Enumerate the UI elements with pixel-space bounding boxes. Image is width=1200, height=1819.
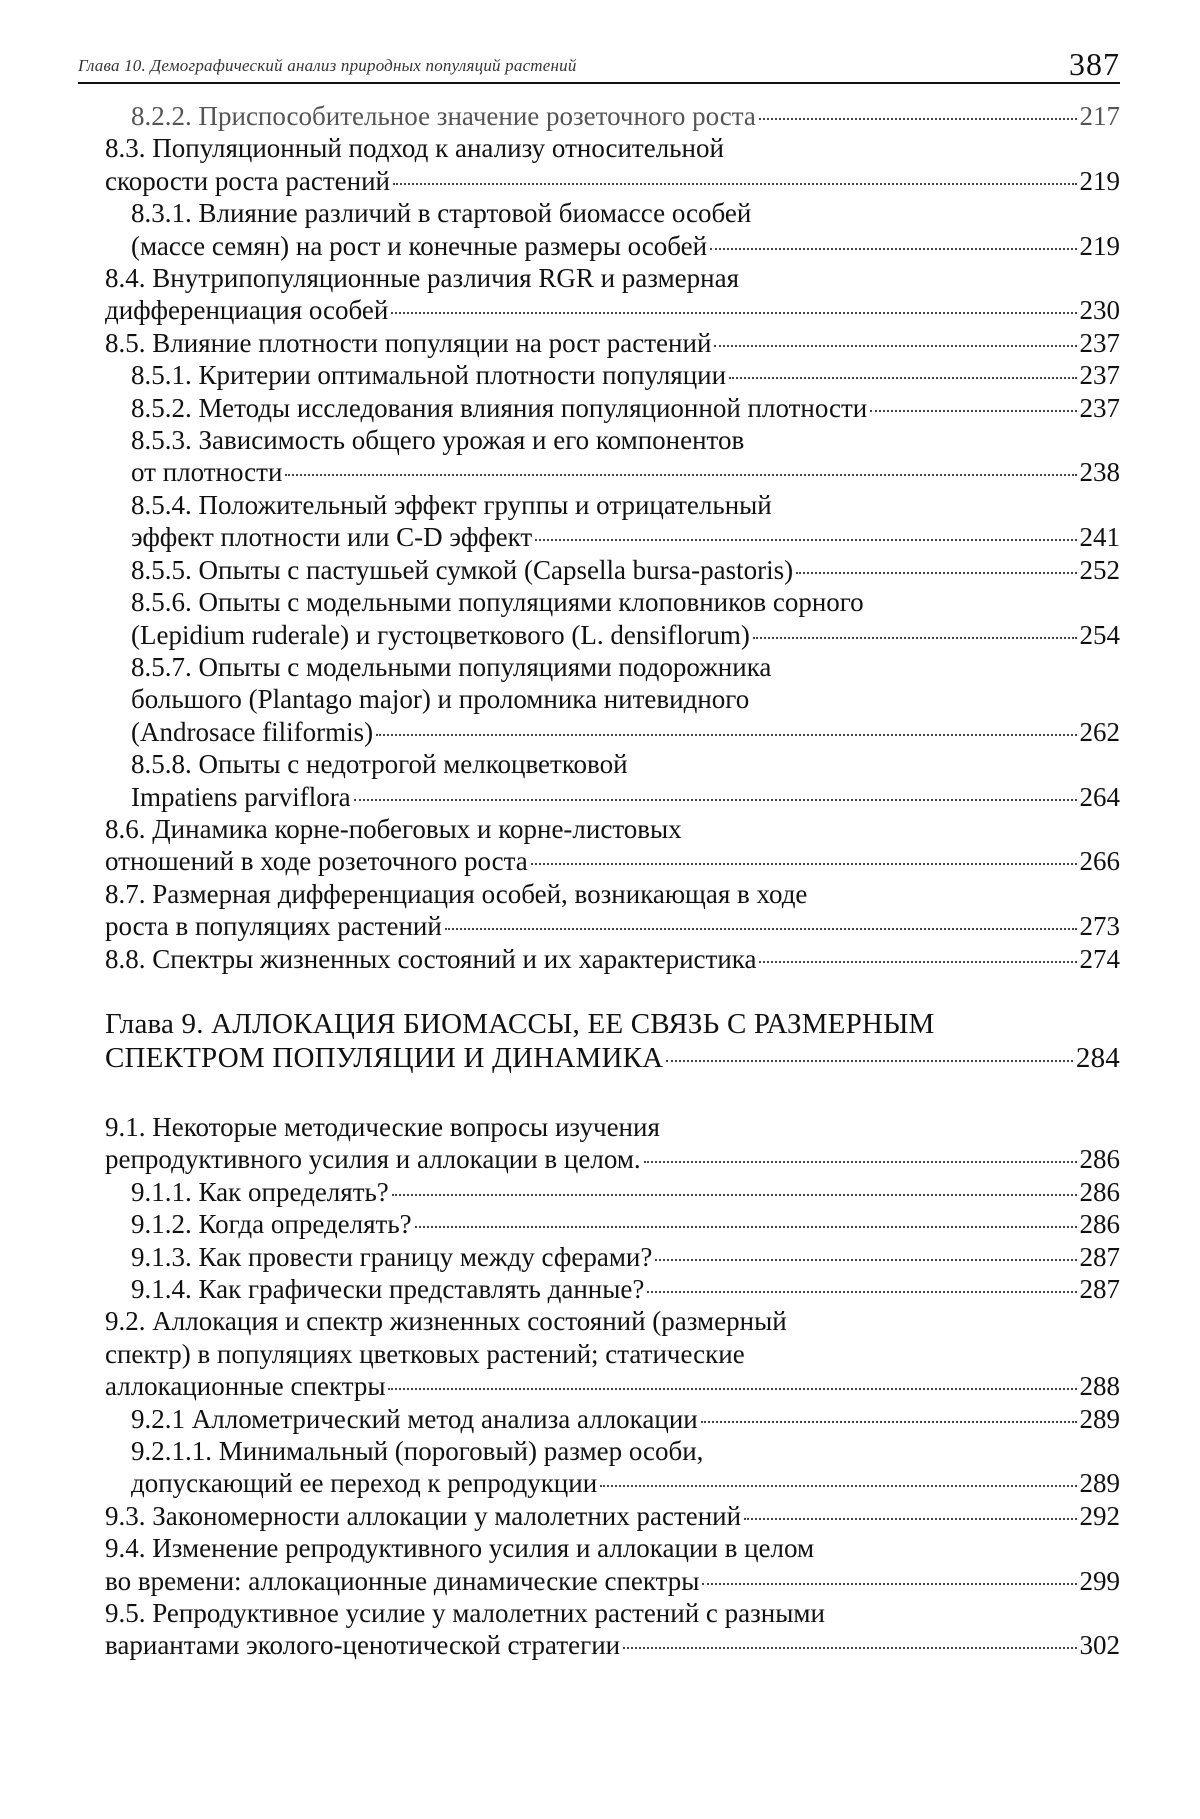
dot-leader bbox=[702, 1583, 1076, 1585]
dot-leader bbox=[285, 474, 1076, 476]
dot-leader bbox=[753, 637, 1077, 639]
toc-entry-line: 9.2.1.1. Минимальный (пороговый) размер особи, bbox=[131, 1436, 704, 1467]
toc-entry-title: 8.2.2. Приспособительное значение розеточного роста bbox=[131, 101, 756, 131]
toc-entry-title: СПЕКТРОМ ПОПУЛЯЦИИ И ДИНАМИКА bbox=[105, 1041, 664, 1074]
toc-entry-line: 8.3. Популяционный подход к анализу относительной bbox=[105, 133, 724, 164]
dot-leader bbox=[393, 183, 1076, 185]
dot-leader bbox=[759, 118, 1077, 120]
toc-entry-line bbox=[131, 1467, 1120, 1499]
dot-leader bbox=[729, 377, 1076, 379]
toc-page-number: 230 bbox=[1079, 295, 1120, 326]
toc-entry bbox=[105, 878, 1120, 943]
toc-page-number: 292 bbox=[1079, 1500, 1120, 1531]
toc-entry-title: роста в популяциях растений bbox=[105, 911, 442, 942]
toc-entry-line: 8.5.3. Зависимость общего урожая и его компонентов bbox=[131, 425, 745, 456]
toc-entry-title: дифференциация особей bbox=[105, 295, 389, 326]
toc-entry bbox=[105, 748, 1120, 813]
dot-leader bbox=[744, 1518, 1076, 1520]
toc-entry-line bbox=[105, 165, 1120, 197]
dot-leader bbox=[415, 1226, 1077, 1228]
toc-entry bbox=[105, 813, 1120, 878]
toc-entry-line: 9.2. Аллокация и спектр жизненных состояний (размерный bbox=[105, 1306, 787, 1337]
toc-entry-line bbox=[131, 554, 1120, 586]
toc-entry-title: 9.1.1. Как определять? bbox=[131, 1176, 389, 1207]
toc-entry-title: от плотности bbox=[131, 457, 283, 488]
running-head bbox=[78, 46, 1120, 84]
toc-entry-line: спектр) в популяциях цветковых растений; статические bbox=[105, 1338, 745, 1369]
toc-page-number: 287 bbox=[1079, 1274, 1120, 1304]
toc-entry-line: 8.5.8. Опыты с недотрогой мелкоцветковой bbox=[131, 749, 628, 780]
toc-entry bbox=[105, 1241, 1120, 1273]
toc-entry bbox=[105, 943, 1120, 975]
toc-entry-line bbox=[105, 294, 1120, 326]
toc-page-number: 286 bbox=[1079, 1176, 1120, 1207]
toc-entry bbox=[105, 489, 1120, 554]
toc-page-number: 264 bbox=[1079, 781, 1120, 812]
toc-page-number: 254 bbox=[1079, 619, 1120, 650]
dot-leader bbox=[531, 863, 1077, 865]
toc-entry-title: 9.3. Закономерности аллокации у малолетних растений bbox=[105, 1500, 742, 1531]
toc-entry-line: 8.4. Внутрипопуляционные различия RGR и размерная bbox=[105, 263, 739, 294]
toc-entry bbox=[105, 392, 1120, 424]
dot-leader bbox=[714, 345, 1076, 347]
dot-leader bbox=[388, 1388, 1076, 1390]
toc-entry-line bbox=[131, 1208, 1120, 1240]
toc-entry bbox=[105, 100, 1120, 132]
table-of-contents bbox=[105, 100, 1120, 1662]
toc-entry-line: 9.4. Изменение репродуктивного усилия и аллокации в целом bbox=[105, 1533, 815, 1564]
toc-entry-line bbox=[105, 327, 1120, 359]
toc-entry bbox=[105, 327, 1120, 359]
toc-entry bbox=[105, 1273, 1120, 1305]
toc-entry-line bbox=[105, 1629, 1120, 1661]
toc-page-number: 289 bbox=[1079, 1468, 1120, 1499]
toc-entry-line bbox=[131, 781, 1120, 813]
dot-leader bbox=[710, 248, 1076, 250]
toc-entry bbox=[105, 132, 1120, 197]
toc-chapter-heading bbox=[105, 1007, 1120, 1075]
toc-entry-line bbox=[131, 1273, 1120, 1305]
toc-entry-title: (Androsace filiformis) bbox=[131, 716, 374, 747]
toc-entry bbox=[105, 1532, 1120, 1597]
toc-page-number: 288 bbox=[1079, 1371, 1120, 1402]
toc-entry-line bbox=[105, 1565, 1120, 1597]
dot-leader bbox=[392, 1194, 1077, 1196]
toc-entry bbox=[105, 1500, 1120, 1532]
dot-leader bbox=[796, 572, 1076, 574]
toc-entry bbox=[105, 1403, 1120, 1435]
toc-page-number: 219 bbox=[1079, 165, 1120, 196]
toc-entry-title: вариантами эколого-ценотической стратегии bbox=[105, 1630, 621, 1661]
toc-entry-title: эффект плотности или C-D эффект bbox=[131, 522, 533, 553]
toc-entry-line bbox=[131, 1176, 1120, 1208]
toc-entry bbox=[105, 586, 1120, 651]
toc-entry-line bbox=[131, 1241, 1120, 1273]
dot-leader bbox=[644, 1161, 1077, 1163]
toc-entry-title: допускающий ее переход к репродукции bbox=[131, 1468, 598, 1499]
toc-page-number: 284 bbox=[1075, 1041, 1120, 1074]
toc-entry-line bbox=[105, 943, 1120, 975]
toc-entry-line bbox=[131, 392, 1120, 424]
toc-entry-line bbox=[105, 1143, 1120, 1175]
toc-page-number: 299 bbox=[1079, 1565, 1120, 1596]
toc-page-number: 217 bbox=[1079, 101, 1120, 131]
toc-entry-line bbox=[131, 716, 1120, 748]
toc-entry-line bbox=[131, 359, 1120, 391]
page-number: 387 bbox=[1069, 46, 1120, 82]
toc-page-number: 273 bbox=[1079, 911, 1120, 942]
toc-entry-title: аллокационные спектры bbox=[105, 1371, 386, 1402]
dot-leader bbox=[535, 539, 1076, 541]
toc-entry bbox=[105, 197, 1120, 262]
toc-entry-title: 9.1.4. Как графически представлять данные? bbox=[131, 1274, 645, 1304]
dot-leader bbox=[391, 312, 1076, 314]
toc-page-number: 262 bbox=[1079, 716, 1120, 747]
toc-entry-line: 9.5. Репродуктивное усилие у малолетних растений с разными bbox=[105, 1598, 825, 1629]
toc-entry-title: 8.5.2. Методы исследования влияния популяционной плотности bbox=[131, 392, 868, 423]
toc-page-number: 219 bbox=[1079, 230, 1120, 261]
toc-entry-line bbox=[105, 910, 1120, 942]
toc-entry bbox=[105, 1208, 1120, 1240]
toc-entry-line bbox=[131, 619, 1120, 651]
toc-page-number: 266 bbox=[1079, 846, 1120, 877]
dot-leader bbox=[701, 1421, 1077, 1423]
toc-entry bbox=[105, 554, 1120, 586]
toc-entry-line: 8.6. Динамика корне-побеговых и корне-листовых bbox=[105, 813, 682, 844]
toc-entry-title: 8.5.1. Критерии оптимальной плотности популяции bbox=[131, 360, 727, 391]
toc-entry-title: репродуктивного усилия и аллокации в целом. bbox=[105, 1144, 641, 1175]
toc-entry-line bbox=[131, 456, 1120, 488]
dot-leader bbox=[655, 1259, 1076, 1261]
toc-entry-line bbox=[105, 845, 1120, 877]
toc-entry-line bbox=[131, 230, 1120, 262]
toc-page-number: 286 bbox=[1079, 1144, 1120, 1175]
toc-entry bbox=[105, 262, 1120, 327]
dot-leader bbox=[666, 1060, 1073, 1062]
toc-entry-line: 8.3.1. Влияние различий в стартовой биомассе особей bbox=[131, 198, 752, 229]
toc-entry-line bbox=[131, 100, 1120, 132]
toc-entry-line: Глава 9. АЛЛОКАЦИЯ БИОМАССЫ, ЕЕ СВЯЗЬ С РАЗМЕРНЫМ bbox=[105, 1007, 935, 1040]
toc-entry-line: 8.5.6. Опыты с модельными популяциями клоповников сорного bbox=[131, 587, 864, 618]
toc-page-number: 237 bbox=[1079, 327, 1120, 358]
toc-entry bbox=[105, 1597, 1120, 1662]
toc-page-number: 241 bbox=[1079, 522, 1120, 553]
toc-page-number: 302 bbox=[1079, 1630, 1120, 1661]
toc-entry bbox=[105, 1176, 1120, 1208]
toc-entry-title: Impatiens parviflora bbox=[131, 781, 351, 812]
toc-entry-title: 8.5.5. Опыты с пастушьей сумкой (Capsella bursa-pastoris) bbox=[131, 554, 794, 585]
toc-page-number: 252 bbox=[1079, 554, 1120, 585]
toc-page-number: 237 bbox=[1079, 392, 1120, 423]
dot-leader bbox=[445, 928, 1077, 930]
toc-entry-line: 8.5.7. Опыты с модельными популяциями подорожника bbox=[131, 651, 772, 682]
toc-entry-title: 8.5. Влияние плотности популяции на рост растений bbox=[105, 327, 712, 358]
toc-entry-line: большого (Plantago major) и проломника нитевидного bbox=[131, 684, 750, 715]
toc-entry-title: (Lepidium ruderale) и густоцветкового (L. densiflorum) bbox=[131, 619, 750, 650]
toc-entry-title: (массе семян) на рост и конечные размеры особей bbox=[131, 230, 708, 261]
toc-entry-line bbox=[131, 1403, 1120, 1435]
dot-leader bbox=[354, 799, 1077, 801]
toc-page-number: 289 bbox=[1079, 1403, 1120, 1434]
toc-entry bbox=[105, 359, 1120, 391]
toc-entry bbox=[105, 1111, 1120, 1176]
dot-leader bbox=[647, 1291, 1076, 1293]
toc-entry-title: 9.2.1 Аллометрический метод анализа аллокации bbox=[131, 1403, 698, 1434]
toc-entry-line bbox=[105, 1500, 1120, 1532]
toc-entry-line bbox=[105, 1370, 1120, 1402]
toc-entry bbox=[105, 1435, 1120, 1500]
toc-entry-title: отношений в ходе розеточного роста bbox=[105, 846, 528, 877]
toc-entry-line: 9.1. Некоторые методические вопросы изучения bbox=[105, 1111, 660, 1142]
running-head-title: Глава 10. Демографический анализ природных популяций растений bbox=[78, 56, 577, 75]
toc-entry-title: 9.1.2. Когда определять? bbox=[131, 1209, 412, 1240]
toc-entry-title: скорости роста растений bbox=[105, 165, 391, 196]
toc-entry-line bbox=[105, 1041, 1120, 1075]
dot-leader bbox=[623, 1647, 1076, 1649]
dot-leader bbox=[376, 734, 1076, 736]
toc-page-number: 274 bbox=[1079, 943, 1120, 974]
toc-entry-line bbox=[131, 521, 1120, 553]
dot-leader bbox=[759, 961, 1076, 963]
dot-leader bbox=[870, 410, 1076, 412]
toc-page-number: 238 bbox=[1079, 457, 1120, 488]
toc-page-number: 237 bbox=[1079, 360, 1120, 391]
toc-entry bbox=[105, 1305, 1120, 1402]
toc-entry-line: 8.7. Размерная дифференциация особей, возникающая в ходе bbox=[105, 878, 808, 909]
toc-entry bbox=[105, 651, 1120, 748]
toc-page-number: 286 bbox=[1079, 1209, 1120, 1240]
toc-entry-title: 8.8. Спектры жизненных состояний и их характеристика bbox=[105, 943, 757, 974]
dot-leader bbox=[600, 1485, 1076, 1487]
toc-entry-line: 8.5.4. Положительный эффект группы и отрицательный bbox=[131, 489, 772, 520]
toc-page-number: 287 bbox=[1079, 1241, 1120, 1272]
toc-entry-title: во времени: аллокационные динамические спектры bbox=[105, 1565, 700, 1596]
toc-entry-title: 9.1.3. Как провести границу между сферами? bbox=[131, 1241, 653, 1272]
toc-entry bbox=[105, 424, 1120, 489]
